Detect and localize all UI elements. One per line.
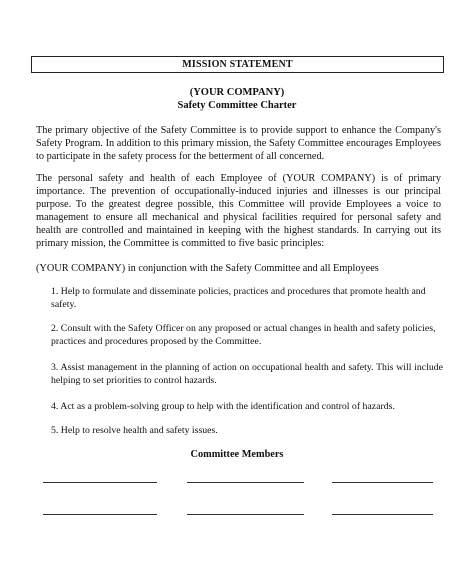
signature-line: [187, 482, 304, 483]
signature-line: [187, 514, 304, 515]
purpose-paragraph: The personal safety and health of each Employee of (YOUR COMPANY) is of primary importance. The prevention of occupationally-induced injuries and illnesses is our principal purpose. To the greatest degree possible, this Committee will provide Employees a voice to management to ensure all mechanical and physical facilities required for personal safety and health are controlled and maintained in keeping with the highest standards. In carrying out its primary mission, the Committee is committed to five basic principles:: [36, 173, 441, 249]
charter-subtitle: Safety Committee Charter: [177, 100, 297, 111]
signature-line: [332, 482, 433, 483]
committee-members-heading: Committee Members: [190, 449, 284, 460]
principle-item: 3. Assist management in the planning of action on occupational health and safety. This will include helping to set priorities to control hazards.: [51, 362, 443, 386]
objective-paragraph: The primary objective of the Safety Committee is to provide support to enhance the Company's Safety Program. In addition to this primary mission, the Safety Committee encourages Employees to participate in the safety process for the betterment of all concerned.: [36, 125, 441, 162]
principle-item: 1. Help to formulate and disseminate policies, practices and procedures that promote health and safety.: [51, 286, 426, 310]
conjunction-paragraph: (YOUR COMPANY) in conjunction with the Safety Committee and all Employees: [36, 263, 379, 274]
principle-item: 4. Act as a problem-solving group to help with the identification and control of hazards.: [51, 401, 395, 412]
principle-item: 2. Consult with the Safety Officer on any proposed or actual changes in health and safety policies, practices and procedures proposed by the Committee.: [51, 323, 436, 347]
signature-line: [43, 514, 157, 515]
signature-line: [332, 514, 433, 515]
company-name: (YOUR COMPANY): [189, 87, 285, 98]
mission-statement-header: MISSION STATEMENT: [31, 56, 444, 73]
signature-line: [43, 482, 157, 483]
principle-item: 5. Help to resolve health and safety issues.: [51, 425, 218, 436]
